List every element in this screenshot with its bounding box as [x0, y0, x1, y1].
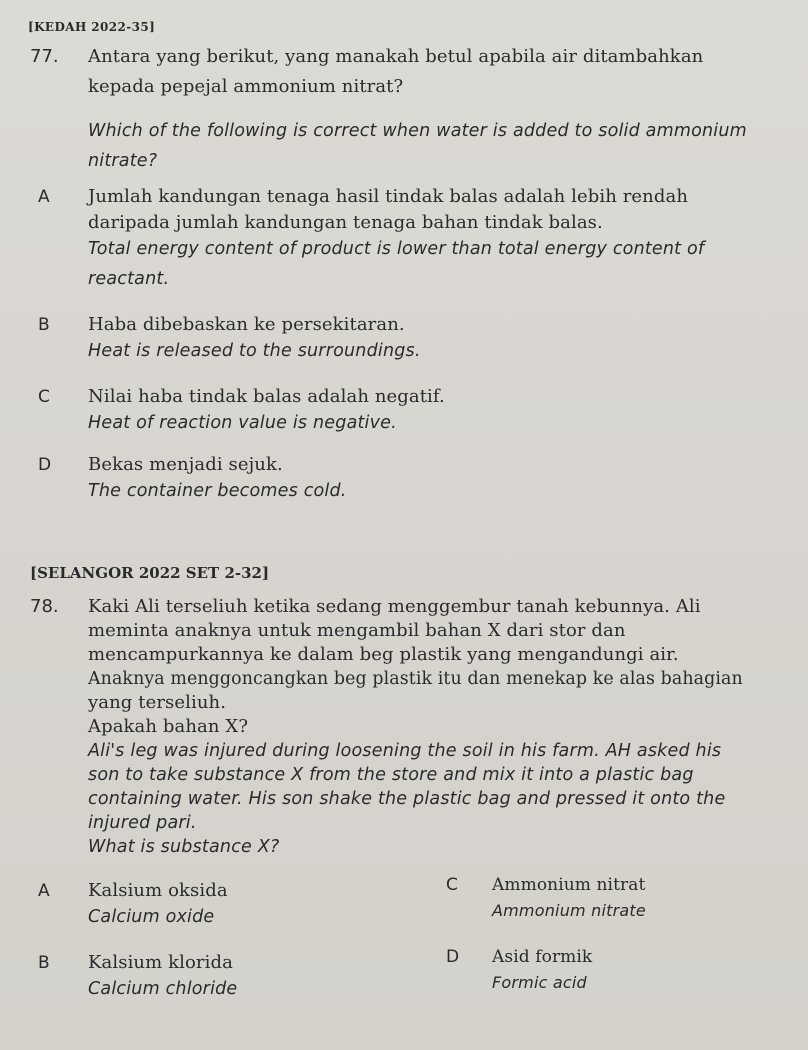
q78-option-b-en: Calcium chloride — [88, 979, 238, 999]
q78-question-ms-line6: Apakah bahan X? — [88, 716, 249, 737]
q78-option-d-ms: Asid formik — [492, 947, 593, 967]
q78-question-en-line3: containing water. His son shake the plastic bag and pressed it onto the — [88, 789, 726, 809]
q78-question-ms-line3: mencampurkannya ke dalam beg plastik yang mengandungi air. — [88, 644, 679, 665]
q77-number: 77. — [30, 46, 59, 67]
q78-question-en-line5: What is substance X? — [88, 837, 280, 857]
q78-source-tag: [SELANGOR 2022 SET 2-32] — [30, 564, 270, 582]
q78-question-en-line2: son to take substance X from the store and mix it into a plastic bag — [88, 765, 694, 785]
q78-option-a-ms: Kalsium oksida — [88, 880, 228, 901]
q77-option-a-letter: A — [38, 187, 50, 207]
q78-option-b-ms: Kalsium klorida — [88, 952, 233, 973]
q77-option-d-ms: Bekas menjadi sejuk. — [88, 454, 283, 475]
q78-question-ms-line5: yang terseliuh. — [88, 692, 227, 713]
q77-option-c-en: Heat of reaction value is negative. — [88, 413, 397, 433]
q78-option-c-ms: Ammonium nitrat — [492, 875, 646, 895]
q78-option-c-letter: C — [446, 875, 458, 895]
q78-option-d-letter: D — [446, 947, 460, 967]
q78-question-ms-line4: Anaknya menggoncangkan beg plastik itu dan menekap ke alas bahagian — [88, 669, 743, 689]
q78-question-en-line1: Ali's leg was injured during loosening the soil in his farm. AH asked his — [88, 741, 722, 761]
q78-number: 78. — [30, 596, 59, 617]
q77-question-ms-line1: Antara yang berikut, yang manakah betul apabila air ditambahkan — [88, 46, 704, 67]
q77-question-en-line1: Which of the following is correct when water is added to solid ammonium — [88, 121, 747, 141]
q78-option-d-en: Formic acid — [492, 973, 587, 992]
q77-option-a-en-line1: Total energy content of product is lower than total energy content of — [88, 239, 705, 259]
q77-option-b-en: Heat is released to the surroundings. — [88, 341, 421, 361]
q77-option-a-ms-line2: daripada jumlah kandungan tenaga bahan tindak balas. — [88, 212, 603, 233]
q78-question-en-line4: injured pari. — [88, 813, 197, 833]
q78-question-ms-line1: Kaki Ali terseliuh ketika sedang menggembur tanah kebunnya. Ali — [88, 596, 701, 617]
q77-option-c-letter: C — [38, 387, 50, 407]
q77-option-a-en-line2: reactant. — [88, 269, 170, 289]
q77-option-d-letter: D — [38, 455, 52, 475]
q77-option-a-ms-line1: Jumlah kandungan tenaga hasil tindak balas adalah lebih rendah — [88, 186, 689, 207]
q77-option-b-letter: B — [38, 315, 50, 335]
q78-option-a-en: Calcium oxide — [88, 907, 215, 927]
q78-option-b-letter: B — [38, 953, 50, 973]
q78-option-a-letter: A — [38, 881, 50, 901]
q77-option-c-ms: Nilai haba tindak balas adalah negatif. — [88, 386, 445, 407]
q78-question-ms-line2: meminta anaknya untuk mengambil bahan X dari stor dan — [88, 620, 626, 641]
q77-source-tag: [KEDAH 2022-35] — [28, 20, 156, 34]
q77-option-d-en: The container becomes cold. — [88, 481, 347, 501]
q77-option-b-ms: Haba dibebaskan ke persekitaran. — [88, 314, 405, 335]
q77-question-en-line2: nitrate? — [88, 151, 158, 171]
q78-option-c-en: Ammonium nitrate — [492, 901, 646, 920]
q77-question-ms-line2: kepada pepejal ammonium nitrat? — [88, 76, 404, 97]
